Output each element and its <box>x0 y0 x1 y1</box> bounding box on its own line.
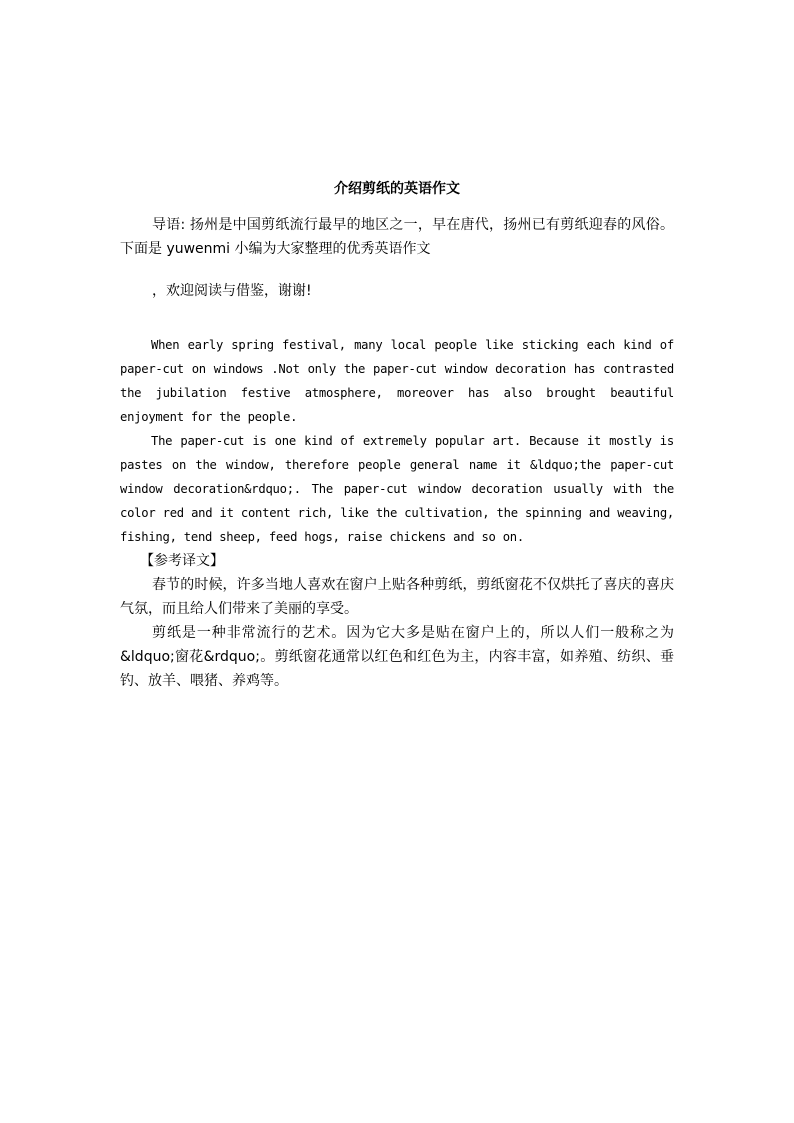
translation-heading: 【参考译文】 <box>140 553 224 569</box>
translation-paragraph-1: 春节的时候，许多当地人喜欢在窗户上贴各种剪纸，剪纸窗花不仅烘托了喜庆的喜庆气氛，而且给人们带来了美丽的享受。 <box>120 577 674 617</box>
intro-paragraph: 导语: 扬州是中国剪纸流行最早的地区之一，早在唐代，扬州已有剪纸迎春的风俗。下面是 yuwenmi 小编为大家整理的优秀英语作文 <box>120 217 674 257</box>
translation-paragraph-2: 剪纸是一种非常流行的艺术。因为它大多是贴在窗户上的，所以人们一般称之为&ldquo;窗花&rdquo;。剪纸窗花通常以红色和红色为主，内容丰富，如养殖、纺织、垂钓、放羊、喂猪、养鸡等。 <box>120 625 674 689</box>
document-page <box>120 177 674 693</box>
english-paragraph-2: The paper-cut is one kind of extremely popular art. Because it mostly is pastes on the window, therefore people general name it &ldquo;the paper-cut window decoration&rdquo;. The paper-cut window decoration usually with the color red and it content rich, like the cultivation, the spinning and weaving, fishing, tend sheep, feed hogs, raise chickens and so on. <box>120 434 674 544</box>
english-paragraph-1: When early spring festival, many local people like sticking each kind of paper-cut on windows .Not only the paper-cut window decoration has contrasted the jubilation festive atmosphere, moreover has also brought beautiful enjoyment for the people. <box>120 338 674 424</box>
document-title: 介绍剪纸的英语作文 <box>334 181 460 197</box>
intro-continuation: ，欢迎阅读与借鉴，谢谢! <box>152 283 312 299</box>
